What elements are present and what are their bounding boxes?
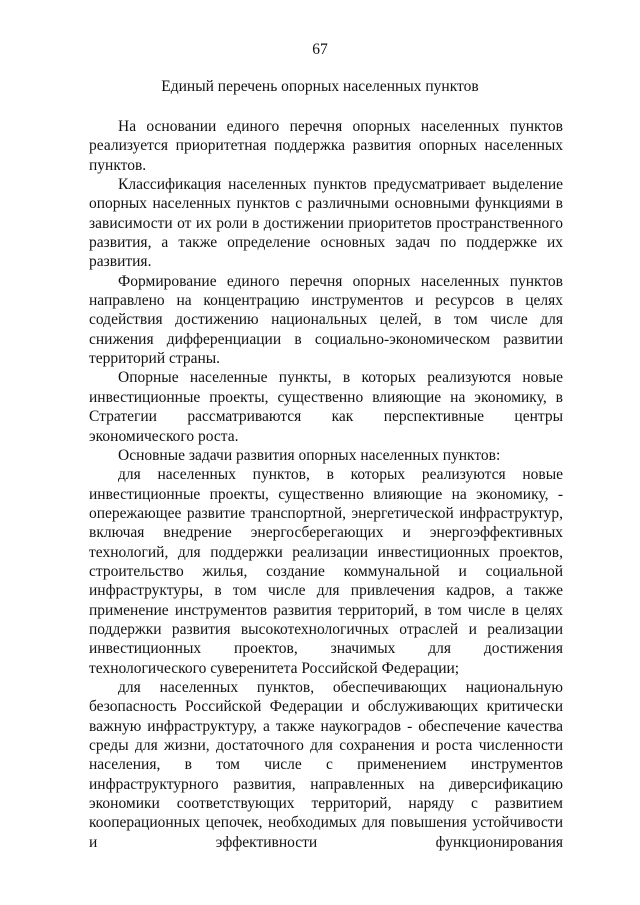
paragraph: На основании единого перечня опорных населенных пунктов реализуется приоритетная поддержка развития опорных населенных пунктов. bbox=[89, 118, 563, 174]
paragraph: Формирование единого перечня опорных населенных пунктов направлено на концентрацию инструментов и ресурсов в целях содействия достижению национальных целей, в том числе для снижения дифференциации в социально-экономическом развитии территорий страны. bbox=[89, 272, 563, 368]
paragraph: для населенных пунктов, обеспечивающих национальную безопасность Российской Федерации и обслуживающих критически важную инфраструктуру, а также наукоградов - обеспечение качества среды для жизни, достаточного для сохранения и роста численности населения, в том числе с применением инструментов инфраструктурного развития, направленных на диверсификацию экономики соответствующих территорий, наряду с развитием кооперационных цепочек, необходимых для повышения устойчивости и эффективности функционирования bbox=[89, 678, 563, 851]
paragraph: Основные задачи развития опорных населенных пунктов: bbox=[118, 446, 501, 464]
paragraph: Классификация населенных пунктов предусматривает выделение опорных населенных пунктов с различными основными функциями в зависимости от их роли в достижении приоритетов пространственного развития, а также определение основных задач по поддержке их развития. bbox=[89, 176, 563, 271]
document-body bbox=[89, 117, 563, 852]
page-number: 67 bbox=[312, 41, 328, 58]
section-heading: Единый перечень опорных населенных пунктов bbox=[161, 78, 479, 95]
paragraph: Опорные населенные пункты, в которых реализуются новые инвестиционные проекты, существенно влияющие на экономику, в Стратегии рассматриваются как перспективные центры экономического роста. bbox=[89, 369, 563, 445]
paragraph: для населенных пунктов, в которых реализуются новые инвестиционные проекты, существенно влияющие на экономику, - опережающее развитие транспортной, энергетической инфраструктур, включая внедрение энергосберегающих и энергоэффективных технологий, для поддержки реализации инвестиционных проектов, строительство жилья, создание коммунальной и социальной инфраструктуры, в том числе для привлечения кадров, а также применение инструментов развития территорий, в том числе в целях поддержки развития высокотехнологичных отраслей и реализации инвестиционных проектов, значимых для достижения технологического суверенитета Российской Федерации; bbox=[89, 466, 563, 677]
